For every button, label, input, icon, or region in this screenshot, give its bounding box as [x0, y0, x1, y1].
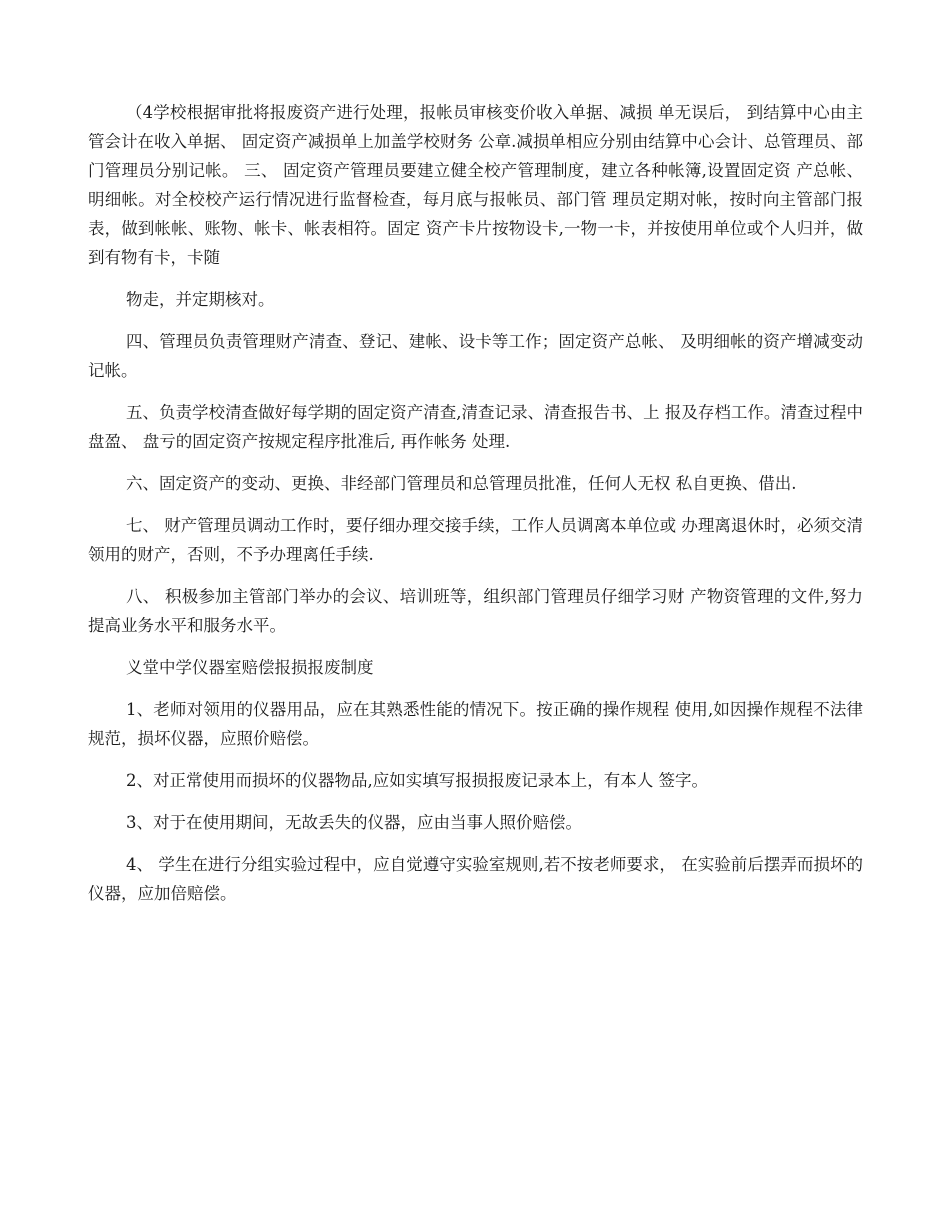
- paragraph-item-4: 四、管理员负责管理财产清查、登记、建帐、设卡等工作；固定资产总帐、 及明细帐的资产增减变动记帐。: [88, 332, 863, 380]
- paragraph-item-6: 六、固定资产的变动、更换、非经部门管理员和总管理员批准，任何人无权 私自更换、借出.: [126, 474, 797, 493]
- rule-item-2: 2、对正常使用而损坏的仪器物品,应如实填写报损报废记录本上，有本人 签字。: [126, 771, 708, 790]
- paragraph-item-8: 八、 积极参加主管部门举办的会议、培训班等，组织部门管理员仔细学习财 产物资管理的文件,努力提高业务水平和服务水平。: [88, 587, 863, 635]
- rule-item-3: 3、对于在使用期间，无故丢失的仪器，应由当事人照价赔偿。: [126, 813, 582, 832]
- document-page: [88, 98, 863, 921]
- paragraph-item-7: 七、 财产管理员调动工作时，要仔细办理交接手续，工作人员调离本单位或 办理离退休时，必须交清领用的财产，否则，不予办理离任手续.: [88, 516, 863, 564]
- paragraph-asset-disposal: （4学校根据审批将报废资产进行处理，报帐员审核变价收入单据、减损 单无误后， 到结算中心由主管会计在收入单据、 固定资产减损单上加盖学校财务 公章.减损单相应分别由结算中心会计、总管理员、部门管理员分别记帐。 三、 固定资产管理员要建立健全校产管理制度，建立各种帐簿,设置固定资 产总帐、明细帐。对全校校产运行情况进行监督检查，每月底与报帐员、部门管 理员定期对帐，按时向主管部门报表，做到帐帐、账物、帐卡、帐表相符。固定 资产卡片按物设卡,一物一卡，并按使用单位或个人归并，做到有物有卡，卡随: [88, 103, 863, 267]
- rule-item-4: 4、 学生在进行分组实验过程中，应自觉遵守实验室规则,若不按老师要求， 在实验前后摆弄而损坏的仪器，应加倍赔偿。: [88, 855, 863, 903]
- paragraph-regular-check: 物走，并定期核对。: [126, 290, 275, 309]
- rule-item-1: 1、老师对领用的仪器用品，应在其熟悉性能的情况下。按正确的操作规程 使用,如因操作规程不法律规范，损坏仪器，应照价赔偿。: [88, 700, 863, 748]
- section-title: 义堂中学仪器室赔偿报损报废制度: [126, 658, 374, 677]
- paragraph-item-5: 五、负责学校清查做好每学期的固定资产清查,清查记录、清查报告书、上 报及存档工作。清查过程中盘盈、 盘亏的固定资产按规定程序批准后, 再作帐务 处理.: [88, 403, 863, 451]
